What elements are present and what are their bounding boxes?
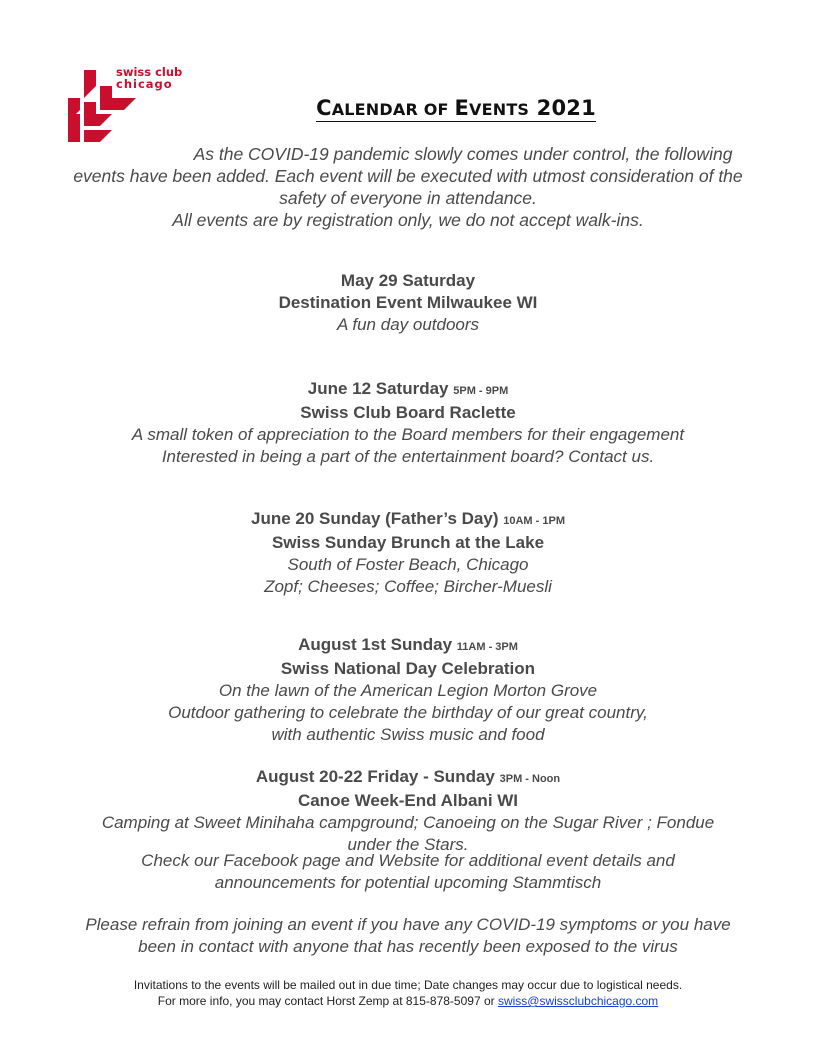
event-name: Swiss National Day Celebration <box>280 659 536 678</box>
event-name: Destination Event Milwaukee WI <box>278 293 538 312</box>
note-line: announcements for potential upcoming Stammtisch <box>214 873 602 892</box>
event-item <box>40 634 776 746</box>
note-line: Please refrain from joining an event if you have any COVID-19 symptoms or you have <box>85 915 731 934</box>
intro-line: safety of everyone in attendance. <box>279 188 537 208</box>
event-date: May 29 Saturday <box>340 271 476 290</box>
event-time: 5PM - 9PM <box>453 385 509 397</box>
event-desc: with authentic Swiss music and food <box>271 725 545 744</box>
event-date: August 20-22 Friday - Sunday 3PM - Noon <box>255 767 561 786</box>
title-year: 2021 <box>536 96 596 120</box>
event-desc: South of Foster Beach, Chicago <box>287 555 529 574</box>
note-line: been in contact with anyone that has recently been exposed to the virus <box>138 937 678 956</box>
event-desc: Zopf; Cheeses; Coffee; Bircher-Muesli <box>264 577 552 596</box>
title-rest-2: VENTS <box>469 100 530 119</box>
logo-text <box>116 66 182 90</box>
footer-line-1: Invitations to the events will be mailed out in due time; Date changes may occur due to logistical needs. <box>133 978 683 992</box>
event-name: Canoe Week-End Albani WI <box>297 791 519 810</box>
event-time: 3PM - Noon <box>499 773 561 785</box>
event-item <box>40 378 776 468</box>
intro-line: All events are by registration only, we do not accept walk-ins. <box>172 210 644 230</box>
intro-line: events have been added. Each event will be executed with utmost consideration of the <box>73 166 743 186</box>
title-cap-e: E <box>454 96 470 120</box>
event-desc: Outdoor gathering to celebrate the birthday of our great country, <box>168 703 648 722</box>
event-date: June 12 Saturday 5PM - 9PM <box>307 379 509 398</box>
event-date: June 20 Sunday (Father’s Day) 10AM - 1PM <box>250 509 565 528</box>
facebook-note <box>30 850 786 894</box>
event-desc: under the Stars. <box>347 835 469 854</box>
covid-note <box>30 914 786 958</box>
title-rest-1: ALENDAR OF <box>331 100 455 119</box>
footer <box>0 977 816 1009</box>
title-cap-c: C <box>316 96 332 120</box>
event-item <box>40 508 776 598</box>
event-time: 11AM - 3PM <box>456 641 518 653</box>
logo-line-1: swiss club <box>116 65 183 79</box>
event-item <box>40 766 776 856</box>
events-list <box>40 270 776 856</box>
event-desc: A fun day outdoors <box>336 315 480 334</box>
email-link[interactable]: swiss@swissclubchicago.com <box>497 994 659 1008</box>
event-time: 10AM - 1PM <box>503 515 565 527</box>
logo-line-2: chicago <box>116 77 173 91</box>
event-desc: On the lawn of the American Legion Morton Grove <box>218 681 598 700</box>
event-desc: Interested in being a part of the entertainment board? Contact us. <box>161 447 655 466</box>
intro-paragraph <box>40 143 776 231</box>
event-date: August 1st Sunday 11AM - 3PM <box>298 635 518 654</box>
event-name: Swiss Club Board Raclette <box>300 403 516 422</box>
page-title <box>0 96 816 120</box>
event-item <box>40 270 776 336</box>
footer-line-2 <box>0 993 816 1009</box>
footer-contact-text: For more info, you may contact Horst Zemp at 815-878-5097 or <box>157 994 498 1008</box>
event-desc: A small token of appreciation to the Board members for their engagement <box>131 425 685 444</box>
event-desc: Camping at Sweet Minihaha campground; Canoeing on the Sugar River ; Fondue <box>101 813 715 832</box>
intro-line: As the COVID-19 pandemic slowly comes under control, the following <box>193 144 733 164</box>
note-line: Check our Facebook page and Website for additional event details and <box>141 851 675 870</box>
event-name: Swiss Sunday Brunch at the Lake <box>271 533 545 552</box>
